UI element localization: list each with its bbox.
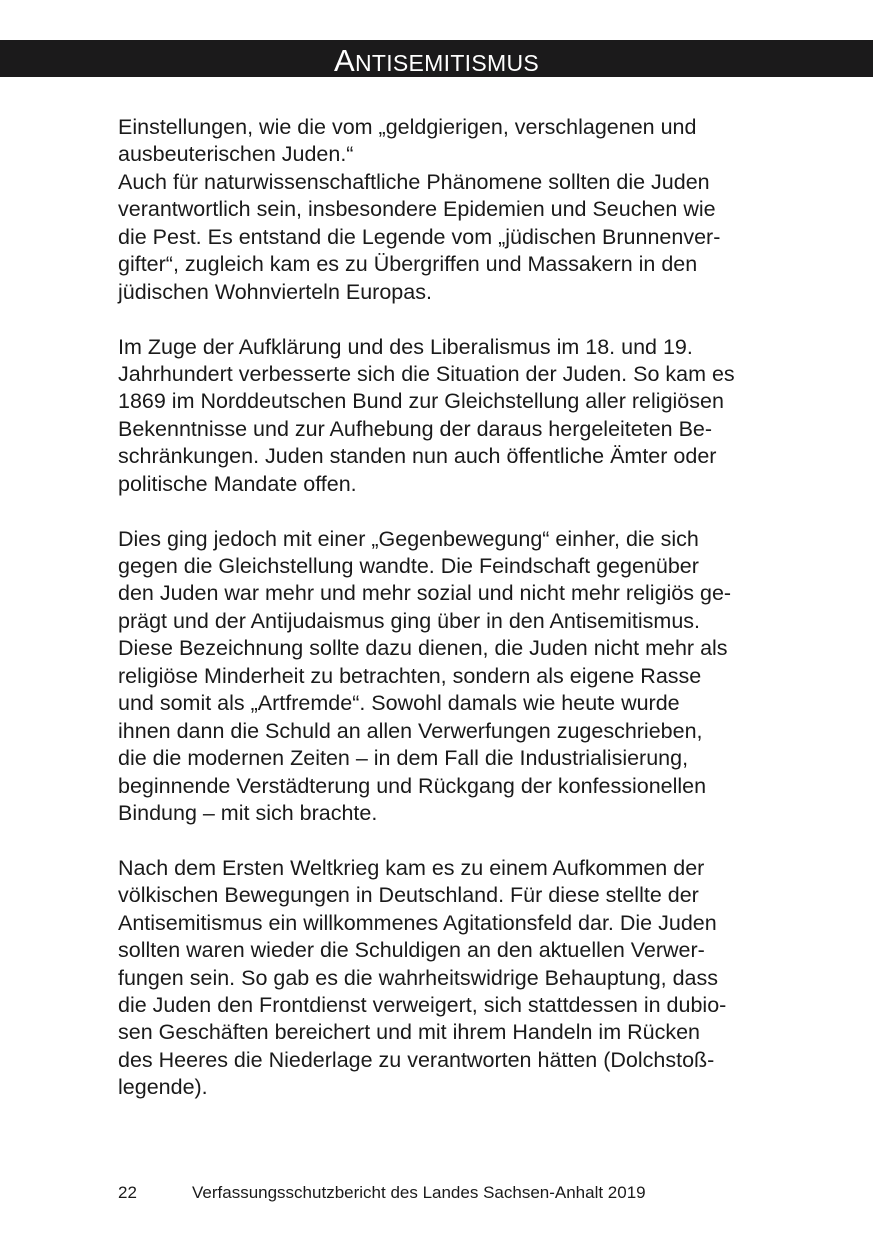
- text-line: politische Mandate offen.: [118, 471, 357, 496]
- text-line: ihnen dann die Schuld an allen Verwerfungen zugeschrieben,: [118, 718, 703, 743]
- text-line: des Heeres die Niederlage zu verantworten hätten (Dolchstoß-: [118, 1047, 715, 1072]
- text-line: sen Geschäften bereichert und mit ihrem Handeln im Rücken: [118, 1020, 700, 1045]
- text-line: fungen sein. So gab es die wahrheitswidrige Behauptung, dass: [118, 965, 719, 990]
- text-line: 1869 im Norddeutschen Bund zur Gleichstellung aller religiösen: [118, 389, 724, 414]
- text-line: völkischen Bewegungen in Deutschland. Für diese stellte der: [118, 883, 699, 908]
- page-title: ANTISEMITISMUS: [333, 43, 540, 78]
- text-line: jüdischen Wohnvierteln Europas.: [118, 279, 432, 304]
- text-line: schränkungen. Juden standen nun auch öffentliche Ämter oder: [118, 444, 717, 469]
- text-line: Bekenntnisse und zur Aufhebung der daraus hergeleiteten Be-: [118, 416, 713, 441]
- paragraph: [118, 334, 735, 499]
- text-line: Bindung – mit sich brachte.: [118, 800, 378, 825]
- publication-title: Verfassungsschutzbericht des Landes Sachsen-Anhalt 2019: [192, 1183, 646, 1202]
- text-line: den Juden war mehr und mehr sozial und nicht mehr religiös ge-: [118, 581, 732, 606]
- text-line: und somit als „Artfremde“. Sowohl damals wie heute wurde: [118, 691, 680, 716]
- paragraph: [118, 114, 735, 306]
- text-line: sollten waren wieder die Schuldigen an den aktuellen Verwer-: [118, 938, 705, 963]
- text-line: gifter“, zugleich kam es zu Übergriffen und Massakern in den: [118, 252, 698, 277]
- text-line: die die modernen Zeiten – in dem Fall die Industrialisierung,: [118, 746, 689, 771]
- text-line: Nach dem Ersten Weltkrieg kam es zu einem Aufkommen der: [118, 855, 705, 880]
- paragraph: [118, 855, 735, 1102]
- text-line: Dies ging jedoch mit einer „Gegenbewegung“ einher, die sich: [118, 526, 699, 551]
- text-line: verantwortlich sein, insbesondere Epidemien und Seuchen wie: [118, 197, 716, 222]
- text-line: Einstellungen, wie die vom „geldgierigen, verschlagenen und: [118, 115, 697, 139]
- text-line: Auch für naturwissenschaftliche Phänomene sollten die Juden: [118, 169, 710, 194]
- text-line: legende).: [118, 1075, 208, 1100]
- page-number: 22: [118, 1183, 137, 1202]
- text-line: Diese Bezeichnung sollte dazu dienen, die Juden nicht mehr als: [118, 636, 728, 661]
- text-line: Antisemitismus ein willkommenes Agitationsfeld dar. Die Juden: [118, 910, 717, 935]
- text-line: die Juden den Frontdienst verweigert, sich stattdessen in dubio-: [118, 993, 727, 1017]
- body-text: [118, 114, 735, 1129]
- text-line: gegen die Gleichstellung wandte. Die Feindschaft gegenüber: [118, 554, 699, 578]
- footer: [0, 1183, 875, 1203]
- paragraph: [118, 526, 735, 828]
- header-bar: [0, 40, 873, 77]
- text-line: ausbeuterischen Juden.“: [118, 142, 354, 167]
- text-line: Jahrhundert verbesserte sich die Situation der Juden. So kam es: [118, 361, 735, 386]
- text-line: die Pest. Es entstand die Legende vom „jüdischen Brunnenver-: [118, 224, 721, 249]
- text-line: religiöse Minderheit zu betrachten, sondern als eigene Rasse: [118, 663, 702, 688]
- text-line: Im Zuge der Aufklärung und des Liberalismus im 18. und 19.: [118, 334, 693, 359]
- text-line: prägt und der Antijudaismus ging über in den Antisemitismus.: [118, 608, 701, 633]
- text-line: beginnende Verstädterung und Rückgang der konfessionellen: [118, 773, 707, 798]
